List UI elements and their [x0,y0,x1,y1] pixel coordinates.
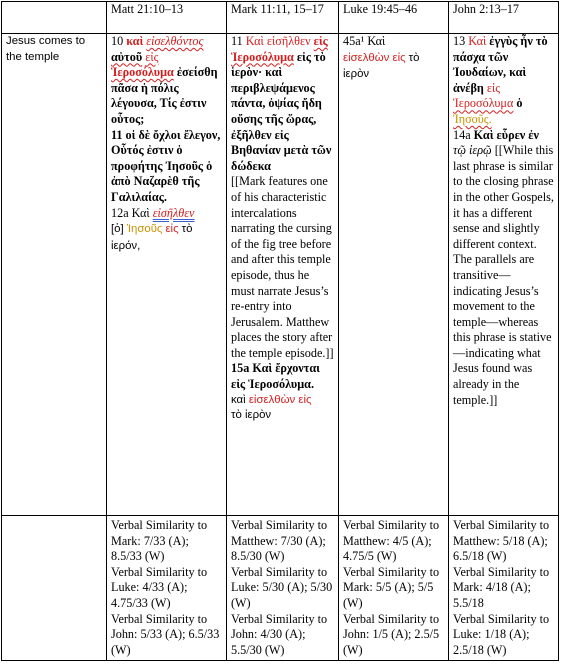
greek-word: Ἰησοῦς. [453,111,492,126]
greek-word: Καὶ [245,34,264,48]
synopsis-table [1,1,559,661]
mark-v11 [231,34,334,174]
greek-word: τὸ ἱερὸν [343,51,420,81]
mark-v15: 15a Καὶ ἔρχονται εἰς Ἱεροσόλυμα. [231,361,320,392]
mark-note: [[Mark features one of his characteristic intercalations narrating the cursing of the fig tree before and after this temple episode, thus he must narrate Jesus’s re-entry into Jerusalem. Matthew places the story after the temple episode.]] [231,174,334,360]
verse-number: 12a [111,205,129,220]
mark-cell [227,34,339,516]
luke-v45 [343,34,444,83]
greek-word: Καὶ [468,34,487,48]
verse-number: 14a [453,127,471,142]
greek-text: εἰς τὸ ἱερὸν· καὶ περιβλεψάμενος πάντα, ὀψίας ἤδη οὔσης τῆς ὥρας, ἐξῆλθεν εἰς Βηθανίαν μετὰ τῶν δώδεκα [231,49,332,173]
greek-word: τὸ [181,223,193,236]
greek-word: Ἱεροσόλυμα [111,65,174,80]
similarity-mark: Verbal Similarity to Mark: 7/33 (A); 8.5/33 (W) [111,518,208,564]
greek-word: καὶ [126,34,144,48]
similarity-luke: Verbal Similarity to Luke: 5/30 (A); 5/30 (W) [231,564,333,610]
header-row [2,2,559,34]
greek-word: καὶ [231,393,246,406]
greek-text: ἐγγὺς ἦν τὸ πάσχα τῶν Ἰουδαίων, καὶ ἀνέβη [453,34,548,95]
header-mark: Mark 11:11, 15–17 [227,2,339,34]
greek-word: Ἱεροσόλυμα [453,96,514,111]
matt-stats [107,516,227,661]
verse-number: 10 [111,34,124,48]
greek-word: Καὶ [367,34,386,48]
greek-word: εἰσῆλθεν [152,205,195,220]
greek-word: Καὶ [131,205,150,220]
similarity-matthew: Verbal Similarity to Matthew: 7/30 (A); 8.5/30 (W) [231,518,328,564]
mark-stats [227,516,339,661]
similarity-john: Verbal Similarity to John: 1/5 (A); 2.5/5 (W) [343,611,440,657]
greek-word: τῷ ἱερῷ [453,143,492,158]
mark-v15b [231,393,334,424]
greek-word: ἱερόν, [111,239,141,252]
matt-v12 [111,206,222,255]
greek-text: ἐσείσθη πᾶσα ἡ πόλις λέγουσα, Τίς ἐστιν οὗτος; [111,65,218,126]
matt-cell [107,34,227,516]
greek-word: εἰς [165,223,179,236]
row-label: Jesus comes to the temple [2,34,107,516]
stats-label [2,516,107,661]
header-empty [2,2,107,34]
greek-word: αὐτοῦ [111,49,143,64]
matt-v11: 11 οἱ δὲ ὄχλοι ἔλεγον, Οὗτός ἐστιν ὁ προφήτης Ἰησοῦς ὁ ἀπὸ Ναζαρὲθ τῆς Γαλιλαίας. [111,127,221,204]
similarity-matthew: Verbal Similarity to Matthew: 5/18 (A); 6.5/18 (W) [453,518,550,564]
similarity-mark: Verbal Similarity to Mark: 5/5 (A); 5/5 (W) [343,564,440,610]
similarity-john: Verbal Similarity to John: 4/30 (A); 5.5/30 (W) [231,611,328,657]
verse-number: 45a¹ [343,34,365,48]
john-v13 [453,34,554,128]
greek-word: Ἰησοῦς [126,223,163,236]
greek-word: εἰσῆλθεν [266,34,311,48]
greek-word: εἰς Ἱεροσόλυμα [231,34,328,64]
text-row [2,34,559,516]
john-stats [449,516,559,661]
similarity-row [2,516,559,661]
greek-word: εἰσελθὼν [248,393,296,406]
verse-number: 13 [453,34,466,48]
greek-word: εἰσελθόντος [146,34,204,48]
greek-word: [ὁ] [111,223,124,236]
header-john: John 2:13–17 [449,2,559,34]
luke-stats [339,516,449,661]
greek-word: εἰς [486,80,501,95]
greek-word: τὸ ἱερὸν [231,409,272,422]
verse-number: 11 [231,34,243,48]
similarity-luke: Verbal Similarity to Luke: 4/33 (A); 4.75/33 (W) [111,564,208,610]
greek-word: εὗρεν ἐν [496,127,539,142]
luke-cell [339,34,449,516]
greek-word: Καὶ [473,127,494,142]
similarity-mark: Verbal Similarity to Mark: 4/18 (A); 5.5/18 [453,564,550,610]
john-v14 [453,128,554,409]
john-note: [[While this last phrase is similar to the closing phrase in the other Gospels, it has a different sense and slightly different context. The parallels are transitive—indicating Jesus’s movement to the temple—whereas this phrase is stative—indicating what Jesus found was already in the temple.]] [453,143,554,407]
greek-word: εἰς [298,393,312,406]
john-cell [449,34,559,516]
greek-word: ὁ [516,96,523,111]
header-luke: Luke 19:45–46 [339,2,449,34]
header-matt: Matt 21:10–13 [107,2,227,34]
similarity-john: Verbal Similarity to John: 5/33 (A); 6.5/33 (W) [111,611,220,657]
matt-v10 [111,34,222,128]
greek-word: εἰσελθὼν εἰς [343,51,406,64]
greek-word: εἰς [145,49,159,64]
similarity-matthew: Verbal Similarity to Matthew: 4/5 (A); 4.75/5 (W) [343,518,440,564]
similarity-luke: Verbal Similarity to Luke: 1/18 (A); 2.5/18 (W) [453,611,550,657]
